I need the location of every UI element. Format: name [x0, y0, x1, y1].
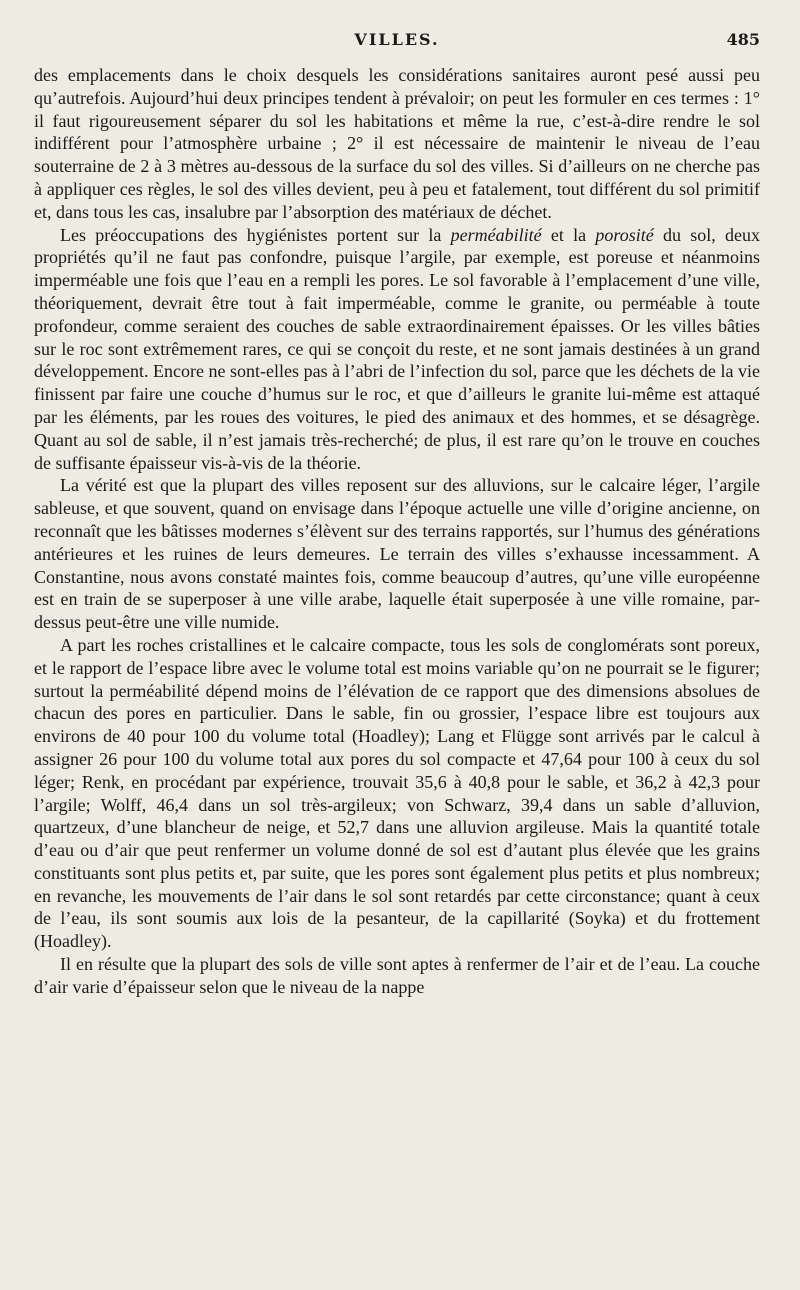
- paragraph-text: et la: [541, 224, 596, 245]
- emphasis-term: perméabilité: [450, 224, 542, 245]
- page-number: 485: [726, 30, 760, 49]
- running-head: [34, 30, 760, 60]
- running-title: VILLES.: [354, 30, 440, 49]
- body-text: [34, 64, 760, 999]
- paragraph-text: du sol, deux propriétés qu’il ne faut pas confondre, puisque l’argile, par exemple, est poreuse et néanmoins imperméable une fois que l’eau en a rempli les pores. Le sol favorable à l’emplacement d’une ville, théoriquement, devrait être tout à fait imperméable, comme le granite, ou perméable à toute profondeur, comme seraient des couches de sable extraordinairement épaisses. Or les villes bâties sur le roc sont extrêmement rares, ce qui se conçoit du reste, et ne sont jamais destinées à un grand développement. Encore ne sont-elles pas à l’abri de l’infection du sol, parce que les déchets de la vie finissent par faire une couche d’humus sur le roc, et que d’ailleurs le granite lui-même est attaqué par les éléments, par les roues des voitures, le pied des animaux et des hommes, et se désagrège. Quant au sol de sable, il n’est jamais très-recherché; de plus, il est rare qu’on le trouve en couches de suffisante épaisseur vis-à-vis de la théorie.: [34, 224, 760, 473]
- paragraph-conclusion: Il en résulte que la plupart des sols de ville sont aptes à renfermer de l’air et de l’eau. La couche d’air varie d’épaisseur selon que le niveau de la nappe: [34, 954, 760, 997]
- paragraph-porosite: A part les roches cristallines et le calcaire compacte, tous les sols de conglomérats sont poreux, et le rapport de l’espace libre avec le volume total est moins variable qu’on ne pourrait se le figurer; surtout la perméabilité dépend moins de l’élévation de ce rapport que des dimensions absolues de chacun des pores en particulier. Dans le sable, fin ou grossier, l’espace libre est toujours aux environs de 40 pour 100 du volume total (Hoadley); Lang et Flügge sont arrivés par le calcul à assigner 26 pour 100 du volume total aux pores du sol compacte et 47,64 pour 100 à ceux du sol léger; Renk, en procédant par expérience, trouvait 35,6 à 40,8 pour le sable, et 36,2 à 42,3 pour l’argile; Wolff, 46,4 dans un sol très-argileux; von Schwarz, 39,4 dans un sable d’alluvion, quartzeux, d’une blancheur de neige, et 52,7 dans une alluvion argileuse. Mais la quantité totale d’eau ou d’air que peut renfermer un volume donné de sol est d’autant plus élevée que les grains constituants sont plus petits et, par suite, que les pores sont également plus petits et plus nombreux; en revanche, les mouvements de l’air dans le sol sont retardés par cette circonstance; quant à ceux de l’eau, ils sont soumis aux lois de la pesanteur, de la capillarité (Soyka) et du frottement (Hoadley).: [34, 634, 760, 952]
- emphasis-term: porosité: [595, 224, 654, 245]
- paragraph-text: Les préoccupations des hygiénistes portent sur la: [60, 224, 451, 245]
- paragraph-alluvions: La vérité est que la plupart des villes reposent sur des alluvions, sur le calcaire léger, l’argile sableuse, et que souvent, quand on envisage dans l’époque actuelle une ville d’origine ancienne, on reconnaît que les bâtisses modernes s’élèvent sur des terrains rapportés, sur l’humus des générations antérieures et les ruines de leurs demeures. Le terrain des villes s’exhausse incessamment. A Constantine, nous avons constaté maintes fois, comme beaucoup d’autres, qu’une ville européenne est en train de se superposer à une ville arabe, laquelle était superposée à une ville romaine, par-dessus peut-être une ville numide.: [34, 475, 760, 633]
- paragraph-continuation: des emplacements dans le choix desquels les considérations sanitaires auront pesé aussi peu qu’autrefois. Aujourd’hui deux principes tendent à prévaloir; on peut les formuler en ces termes : 1° il faut rigoureusement séparer du sol les habitations et même la rue, c’est-à-dire rendre le sol indifférent pour l’atmosphère urbaine ; 2° il est nécessaire de maintenir le niveau de l’eau souterraine de 2 à 3 mètres au-dessous de la surface du sol des villes. Si d’ailleurs on ne cherche pas à appliquer ces règles, le sol des villes devient, peu à peu et fatalement, tout différent du sol primitif et, dans tous les cas, insalubre par l’absorption des matériaux de déchet.: [34, 65, 760, 222]
- paragraph-permeabilite: [34, 224, 760, 475]
